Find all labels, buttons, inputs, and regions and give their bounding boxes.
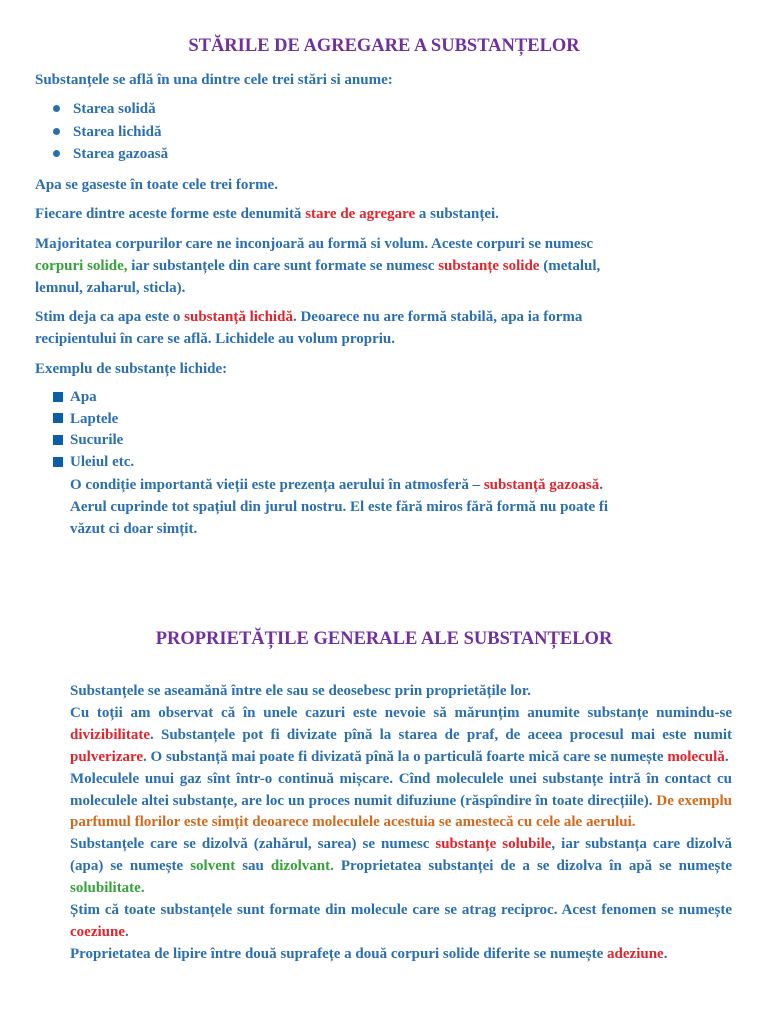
term-divizibilitate: divizibilitate bbox=[70, 726, 150, 743]
term-solubilitate: solubilitate. bbox=[70, 880, 145, 897]
term-molecula: moleculă bbox=[667, 748, 725, 765]
document-page: STĂRILE DE AGREGARE A SUBSTANȚELOR Substanțele se află în una dintre cele trei stări si anume: Starea solidă Starea lichidă Starea gazoasă Apa se gaseste în toate cele trei forme. Fiecare dintre aceste forme este denumită stare de agregare a substanței. Majoritatea corpurilor care ne inconjoară au formă si volum. Aceste corpuri se numesc corpuri solide, iar substanțele din care sunt formate se numesc substanțe solide (metalul, lemnul, zaharul, sticla). Stim deja ca apa este o substanță lichidă. Deoarece nu are formă stabilă, apa ia forma recipientului în care se află. Lichidele au volum propriu. Exemplu de substanțe lichide: Apa Laptele Sucurile Uleiul etc. O condiție importantă vieții este prezența aerului în atmosferă – substanță gazoasă. Aerul cuprinde tot spațiul din jurul nostru. El este fără miros fără formă nu poate fi văzut ci doar simțit. PROPRIETĂȚILE GENERALE ALE SUBSTANȚELOR Substanțele se aseamănă între ele sau se deosebesc prin proprietățile lor. Cu toții am observat că în unele cazuri este nevoie să mărunțim anumite substanțe numindu-se divizibilitate. Substanțele pot fi divizate pînă la starea de praf, de aceea procesul mai este numit pulverizare. O substanță mai poate fi divizată pînă la o particulă foarte mică care se numește moleculă. Moleculele unui gaz sînt într-o continuă mișcare. Cînd moleculele unei substanțe intră în contact cu moleculele altei substanțe, are loc un proces numit difuziune (răspîndire în toate direcțiile). De exemplu parfumul florilor este simțit deoarece moleculele acestuia se amestecă cu cele ale aerului. Substanțele care se dizolvă (zahărul, sarea) se numesc substanțe solubile, iar substanța care dizolvă (apa) se numește solvent sau dizolvant. Proprietatea substanței de a se dizolva în apă se numește solubilitate. Știm că toate substanțele sunt formate din molecule care se atrag reciproc. Acest fenomen se numește coeziune. Proprietatea de lipire între două suprafețe a două corpuri solide diferite se numește adeziune. bbox=[0, 0, 768, 1024]
list-item: Uleiul etc. bbox=[53, 452, 134, 474]
section2-title: PROPRIETĂȚILE GENERALE ALE SUBSTANȚELOR bbox=[155, 629, 613, 649]
paragraph-aggregation: Fiecare dintre aceste forme este denumită stare de agregare a substanței. bbox=[35, 206, 499, 222]
list-item: Sucurile bbox=[53, 430, 134, 452]
example-perfume: De exemplu parfumul florilor este simțit deoarece moleculele acestuia se amestecă cu cele ale aerului. bbox=[70, 792, 732, 831]
bullet-icon bbox=[53, 128, 60, 135]
term-adeziune: adeziune bbox=[607, 945, 664, 962]
intro-text: Substanțele se află în una dintre cele trei stări si anume: bbox=[35, 72, 393, 88]
list-item: Laptele bbox=[53, 409, 134, 431]
section2-body bbox=[0, 681, 768, 966]
square-bullet-icon bbox=[53, 413, 63, 423]
list-item: Starea lichidă bbox=[53, 122, 168, 144]
paragraph-solubility: Substanțele care se dizolvă (zahărul, sarea) se numesc substanțe solubile, iar substanța care dizolvă (apa) se numește solvent sau dizolvant. Proprietatea substanței de a se dizolva în apă se numește solubilitate. bbox=[70, 836, 733, 897]
paragraph-cohesion: Știm că toate substanțele sunt formate din molecule care se atrag reciproc. Acest fenomen se numește coeziune. bbox=[70, 902, 732, 940]
term-substanta-lichida: substanță lichidă bbox=[184, 309, 293, 325]
states-list bbox=[53, 99, 168, 166]
paragraph-properties: Substanțele se aseamănă între ele sau se deosebesc prin proprietățile lor. bbox=[70, 683, 531, 699]
term-corpuri-solide: corpuri solide, bbox=[35, 258, 128, 274]
paragraph-adhesion: Proprietatea de lipire între două suprafețe a două corpuri solide diferite se numește adeziune. bbox=[70, 945, 668, 962]
term-coeziune: coeziune bbox=[70, 923, 125, 940]
bullet-icon bbox=[53, 150, 60, 157]
bullet-icon bbox=[53, 105, 60, 112]
list-item: Starea gazoasă bbox=[53, 144, 168, 166]
square-bullet-icon bbox=[53, 435, 63, 445]
term-substante-solubile: substanțe solubile bbox=[435, 836, 552, 853]
paragraph-divisibility: Cu toții am observat că în unele cazuri este nevoie să mărunțim anumite substanțe numindu-se divizibilitate. Substanțele pot fi divizate pînă la starea de praf, de aceea procesul mai este numit pulverizare. O substanță mai poate fi divizată pînă la o particulă foarte mică care se numește moleculă. bbox=[70, 704, 732, 765]
paragraph-diffusion: Moleculele unui gaz sînt într-o continuă mișcare. Cînd moleculele unei substanțe intră în contact cu moleculele altei substanțe, are loc un proces numit difuziune (răspîndire în toate direcțiile). De exemplu parfumul florilor este simțit deoarece moleculele acestuia se amestecă cu cele ale aerului. bbox=[70, 770, 732, 831]
examples-label: Exemplu de substanțe lichide: bbox=[35, 361, 228, 377]
square-bullet-icon bbox=[53, 392, 63, 402]
examples-list bbox=[53, 387, 134, 474]
term-substanta-gazoasa: substanță gazoasă bbox=[483, 477, 600, 493]
term-substante-solide: substanțe solide bbox=[438, 258, 540, 274]
section1-title: STĂRILE DE AGREGARE A SUBSTANȚELOR bbox=[188, 36, 580, 56]
term-pulverizare: pulverizare bbox=[70, 748, 144, 765]
paragraph-forms: Apa se gaseste în toate cele trei forme. bbox=[35, 177, 278, 193]
list-item: Apa bbox=[53, 387, 134, 409]
square-bullet-icon bbox=[53, 457, 63, 467]
term-dizolvant: dizolvant. bbox=[270, 858, 334, 875]
term-stare-de-agregare: stare de agregare bbox=[305, 206, 416, 222]
list-item: Starea solidă bbox=[53, 99, 168, 121]
term-solvent: solvent bbox=[190, 858, 236, 875]
